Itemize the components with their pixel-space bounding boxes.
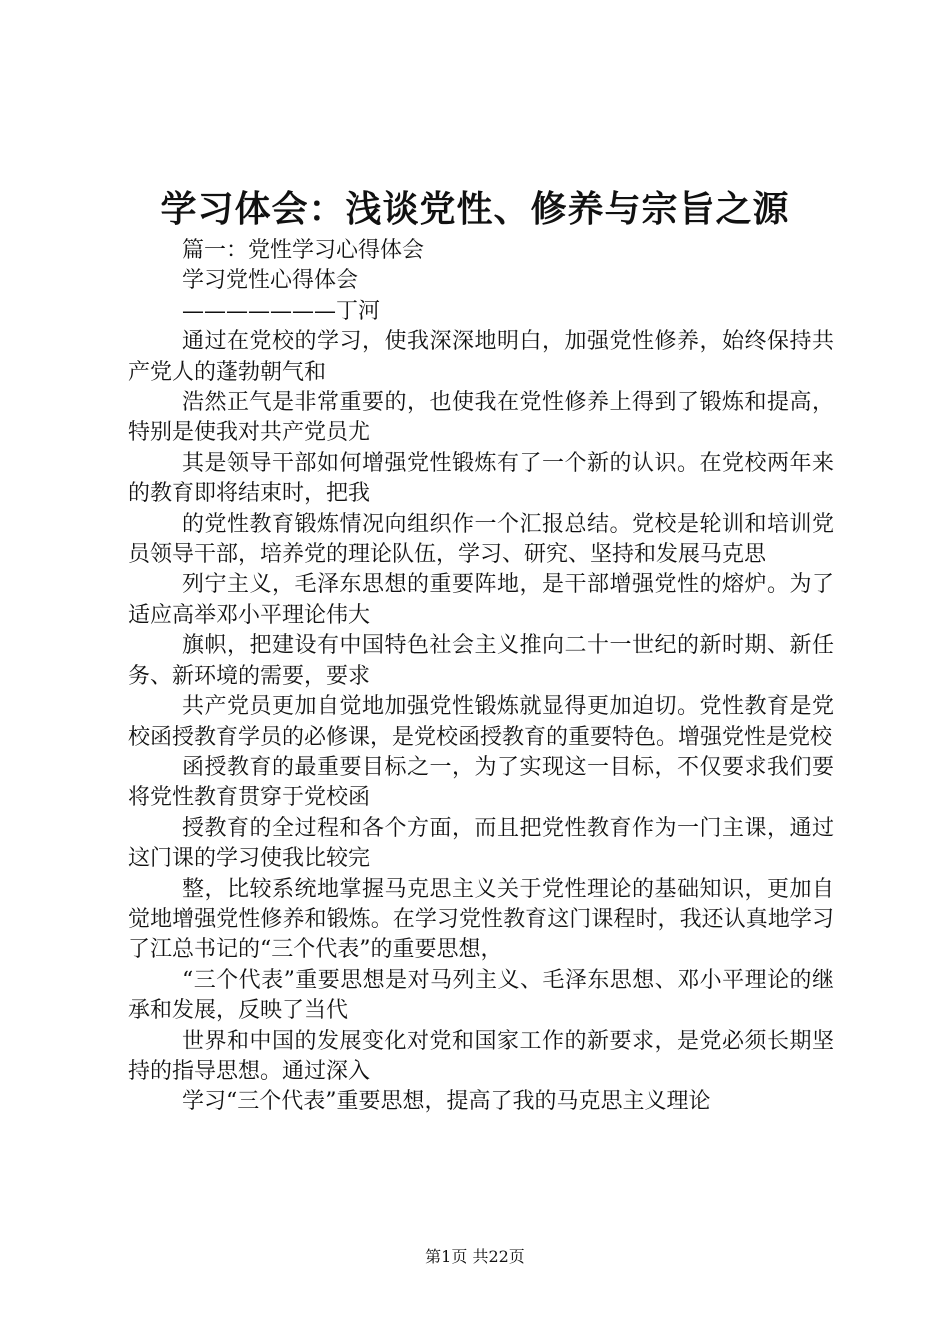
paragraph: 世界和中国的发展变化对党和国家工作的新要求，是党必须长期坚持的指导思想。通过深入 <box>128 1028 834 1084</box>
paragraph: 列宁主义，毛泽东思想的重要阵地，是干部增强党性的熔炉。为了适应高举邓小平理论伟大 <box>128 572 834 628</box>
paragraph: 整，比较系统地掌握马克思主义关于党性理论的基础知识，更加自觉地增强党性修养和锻炼。在学习党性教育这门课程时，我还认真地学习了江总书记的“三个代表”的重要思想， <box>128 876 834 963</box>
paragraph: 通过在党校的学习，使我深深地明白，加强党性修养，始终保持共产党人的蓬勃朝气和 <box>128 329 834 385</box>
paragraph: 函授教育的最重要目标之一，为了实现这一目标，不仅要求我们要将党性教育贯穿于党校函 <box>128 754 834 811</box>
paragraph: 其是领导干部如何增强党性锻炼有了一个新的认识。在党校两年来的教育即将结束时，把我 <box>128 450 834 507</box>
paragraph: 的党性教育锻炼情况向组织作一个汇报总结。党校是轮训和培训党员领导干部，培养党的理论队伍，学习、研究、坚持和发展马克思 <box>128 511 834 568</box>
paragraph: 浩然正气是非常重要的，也使我在党性修养上得到了锻炼和提高，特别是使我对共产党员尤 <box>128 390 834 446</box>
paragraph-author: ———————丁河 <box>182 298 381 324</box>
paragraph-heading: 篇一：党性学习心得体会 <box>182 238 425 263</box>
paragraph: “三个代表”重要思想是对马列主义、毛泽东思想、邓小平理论的继承和发展，反映了当代 <box>128 967 834 1024</box>
document-title: 学习体会：浅谈党性、修养与宗旨之源 <box>160 189 790 230</box>
paragraph: 共产党员更加自觉地加强党性锻炼就显得更加迫切。党性教育是党校函授教育学员的必修课，是党校函授教育的重要特色。增强党性是党校 <box>128 694 834 750</box>
page-number-footer: 第1页 共22页 <box>425 1247 525 1266</box>
paragraph-subtitle: 学习党性心得体会 <box>182 268 359 294</box>
paragraph: 授教育的全过程和各个方面，而且把党性教育作为一门主课，通过这门课的学习使我比较完 <box>128 815 834 872</box>
paragraph: 旗帜，把建设有中国特色社会主义推向二十一世纪的新时期、新任务、新环境的需要，要求 <box>128 633 834 689</box>
paragraph: 学习“三个代表”重要思想，提高了我的马克思主义理论 <box>182 1089 711 1115</box>
document-body <box>128 236 834 1118</box>
